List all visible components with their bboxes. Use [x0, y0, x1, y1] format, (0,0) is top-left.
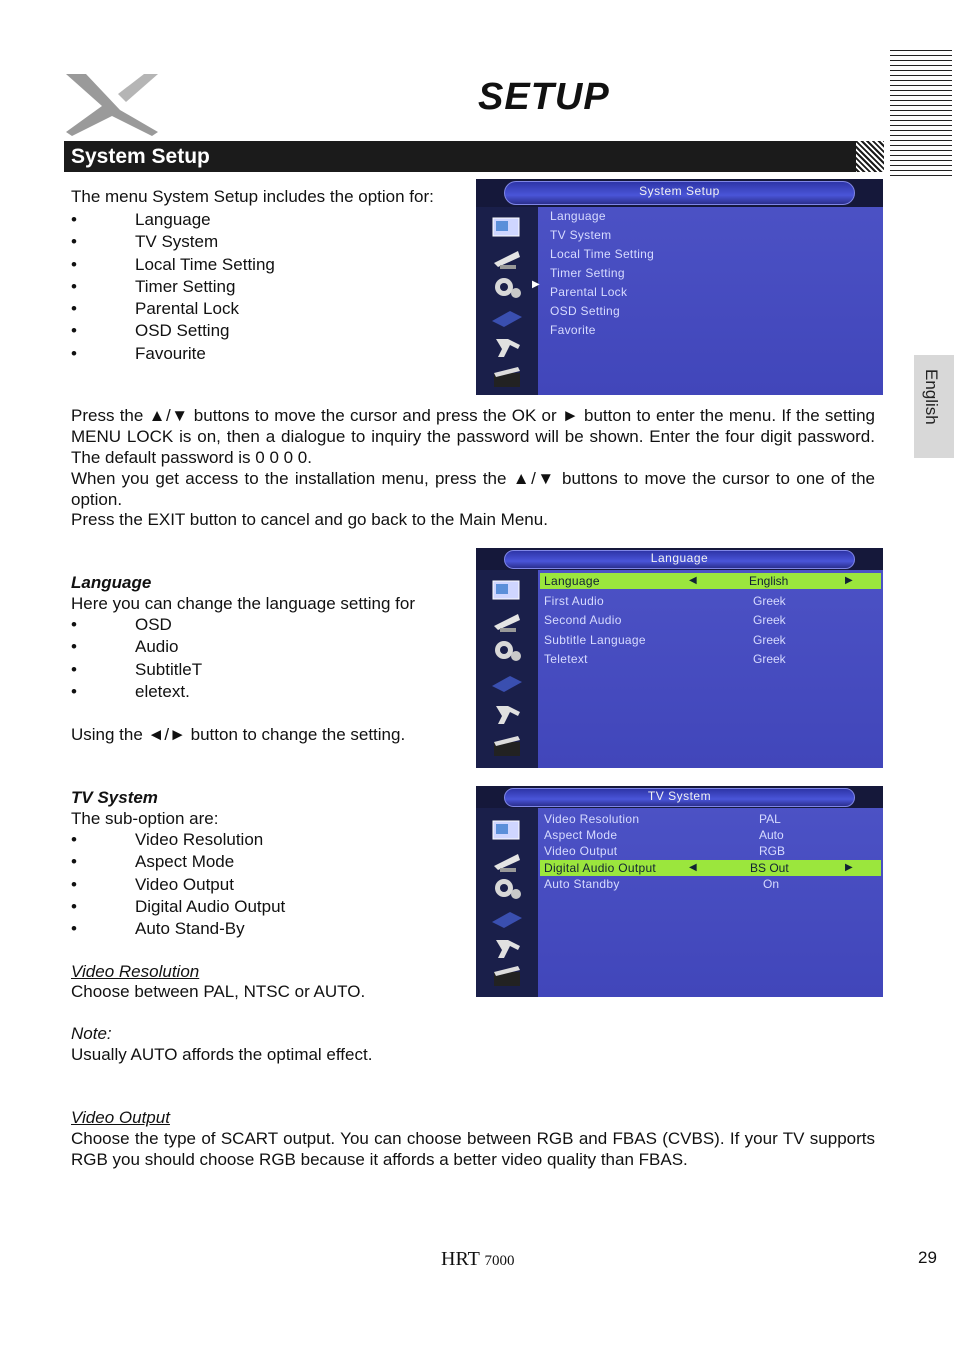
osd-row-label: Digital Audio Output [544, 861, 657, 875]
osd-title: System Setup [639, 184, 720, 198]
instructions-paragraph-1: Press the ▲/▼ buttons to move the cursor and press the OK or ► button to enter the menu. If the setting MENU LOCK is on, then a dialogue to inquiry the password will be shown. Enter the four digit password. The default password is 0 0 0 0. [71, 406, 875, 467]
osd-row-value: Greek [753, 633, 786, 647]
osd-sidebar [476, 808, 538, 997]
tools-icon [490, 936, 524, 962]
model-number: 7000 [484, 1253, 515, 1269]
brand-logo-x [62, 70, 162, 138]
language-heading: Language [71, 573, 152, 592]
receiver-icon [490, 305, 524, 331]
video-output-heading: Video Output [71, 1108, 170, 1127]
list-item: • eletext. [71, 681, 451, 703]
osd-row-value: RGB [759, 844, 786, 858]
tv-icon [490, 215, 524, 241]
osd-row-value: PAL [759, 812, 781, 826]
tv-system-screenshot [476, 786, 883, 997]
gear-icon [490, 876, 524, 902]
list-item: • Favourite [71, 343, 451, 365]
list-item: • OSD Setting [71, 320, 451, 342]
video-resolution-text: Choose between PAL, NTSC or AUTO. [71, 982, 366, 1001]
section-bar-pattern [846, 141, 884, 172]
osd-row-value: BS Out [750, 861, 789, 875]
page-title: SETUP [478, 76, 610, 118]
receiver-icon [490, 670, 524, 696]
osd-menu-item: Favorite [550, 323, 596, 337]
tv-icon [490, 818, 524, 844]
footer-model [441, 1248, 514, 1271]
list-item: • Video Resolution [71, 829, 451, 851]
decorative-stripes [890, 50, 952, 178]
osd-menu-item: Language [550, 209, 606, 223]
receiver-icon [490, 906, 524, 932]
list-item: • Digital Audio Output [71, 896, 451, 918]
list-item: • Auto Stand-By [71, 918, 451, 940]
language-screenshot [476, 548, 883, 768]
list-item: • OSD [71, 614, 451, 636]
gear-icon [490, 275, 524, 301]
osd-menu-item: Local Time Setting [550, 247, 655, 261]
osd-row-label: Subtitle Language [544, 633, 646, 647]
osd-row-label: Aspect Mode [544, 828, 618, 842]
right-arrow-icon: ▶ [845, 862, 853, 873]
osd-title: Language [650, 551, 709, 565]
language-list [71, 614, 451, 703]
model-name: HRT [441, 1248, 480, 1270]
osd-sidebar [476, 207, 538, 395]
tv-system-heading: TV System [71, 788, 158, 807]
film-clapper-icon [490, 734, 524, 760]
satellite-dish-icon [490, 848, 524, 874]
osd-menu-item: Parental Lock [550, 285, 628, 299]
osd-menu-item: Timer Setting [550, 266, 625, 280]
tools-icon [490, 702, 524, 728]
osd-row-label: Video Resolution [544, 812, 640, 826]
satellite-dish-icon [490, 245, 524, 271]
list-item: • SubtitleT [71, 659, 451, 681]
right-arrow-icon: ▶ [845, 575, 853, 586]
note-text: Usually AUTO affords the optimal effect. [71, 1045, 373, 1064]
left-arrow-icon: ◀ [689, 575, 697, 586]
list-item: • Language [71, 209, 451, 231]
list-item: • TV System [71, 231, 451, 253]
osd-row-value: On [763, 877, 780, 891]
system-setup-screenshot [476, 179, 883, 395]
language-side-tab [914, 355, 954, 458]
osd-sidebar [476, 570, 538, 768]
film-clapper-icon [490, 365, 524, 391]
osd-row-label: First Audio [544, 594, 604, 608]
osd-row-value: Auto [759, 828, 784, 842]
film-clapper-icon [490, 964, 524, 990]
list-item: • Parental Lock [71, 298, 451, 320]
intro-list [71, 209, 451, 365]
list-item: • Timer Setting [71, 276, 451, 298]
osd-menu-item: TV System [550, 228, 612, 242]
osd-title: TV System [647, 789, 712, 803]
language-side-tab-label: English [922, 369, 941, 425]
left-arrow-icon: ◀ [689, 862, 697, 873]
tv-system-list [71, 829, 451, 940]
gear-icon [490, 638, 524, 664]
osd-row-label: Second Audio [544, 613, 622, 627]
osd-row-value: Greek [753, 652, 786, 666]
tv-system-lead: The sub-option are: [71, 809, 219, 828]
video-output-text: Choose the type of SCART output. You can choose between RGB and FBAS (CVBS). If your TV supports RGB you should choose RGB because it affords a better video quality than FBAS. [71, 1129, 875, 1169]
osd-row-label: Teletext [544, 652, 588, 666]
satellite-dish-icon [490, 608, 524, 634]
osd-menu-item: OSD Setting [550, 304, 620, 318]
list-item: • Audio [71, 636, 451, 658]
instructions-paragraph-2: When you get access to the installation menu, press the ▲/▼ buttons to move the cursor to one of the option. [71, 469, 875, 509]
selector-arrow-icon: ▶ [532, 279, 540, 290]
osd-row-label: Auto Standby [544, 877, 620, 891]
list-item: • Video Output [71, 874, 451, 896]
section-title: System Setup [71, 145, 210, 168]
osd-row-value: Greek [753, 613, 786, 627]
tools-icon [490, 335, 524, 361]
tv-icon [490, 578, 524, 604]
osd-row-value: English [749, 574, 789, 588]
instructions-paragraph-3: Press the EXIT button to cancel and go back to the Main Menu. [71, 510, 548, 529]
osd-row-label: Video Output [544, 844, 618, 858]
osd-row-label: Language [544, 574, 600, 588]
list-item: • Aspect Mode [71, 851, 451, 873]
list-item: • Local Time Setting [71, 254, 451, 276]
video-resolution-heading: Video Resolution [71, 962, 200, 981]
osd-row-value: Greek [753, 594, 786, 608]
language-lead: Here you can change the language setting for [71, 594, 416, 613]
note-heading: Note: [71, 1024, 112, 1043]
language-note: Using the ◄/► button to change the setting. [71, 725, 406, 744]
page-number: 29 [918, 1248, 937, 1267]
intro-lead: The menu System Setup includes the option for: [71, 187, 434, 206]
